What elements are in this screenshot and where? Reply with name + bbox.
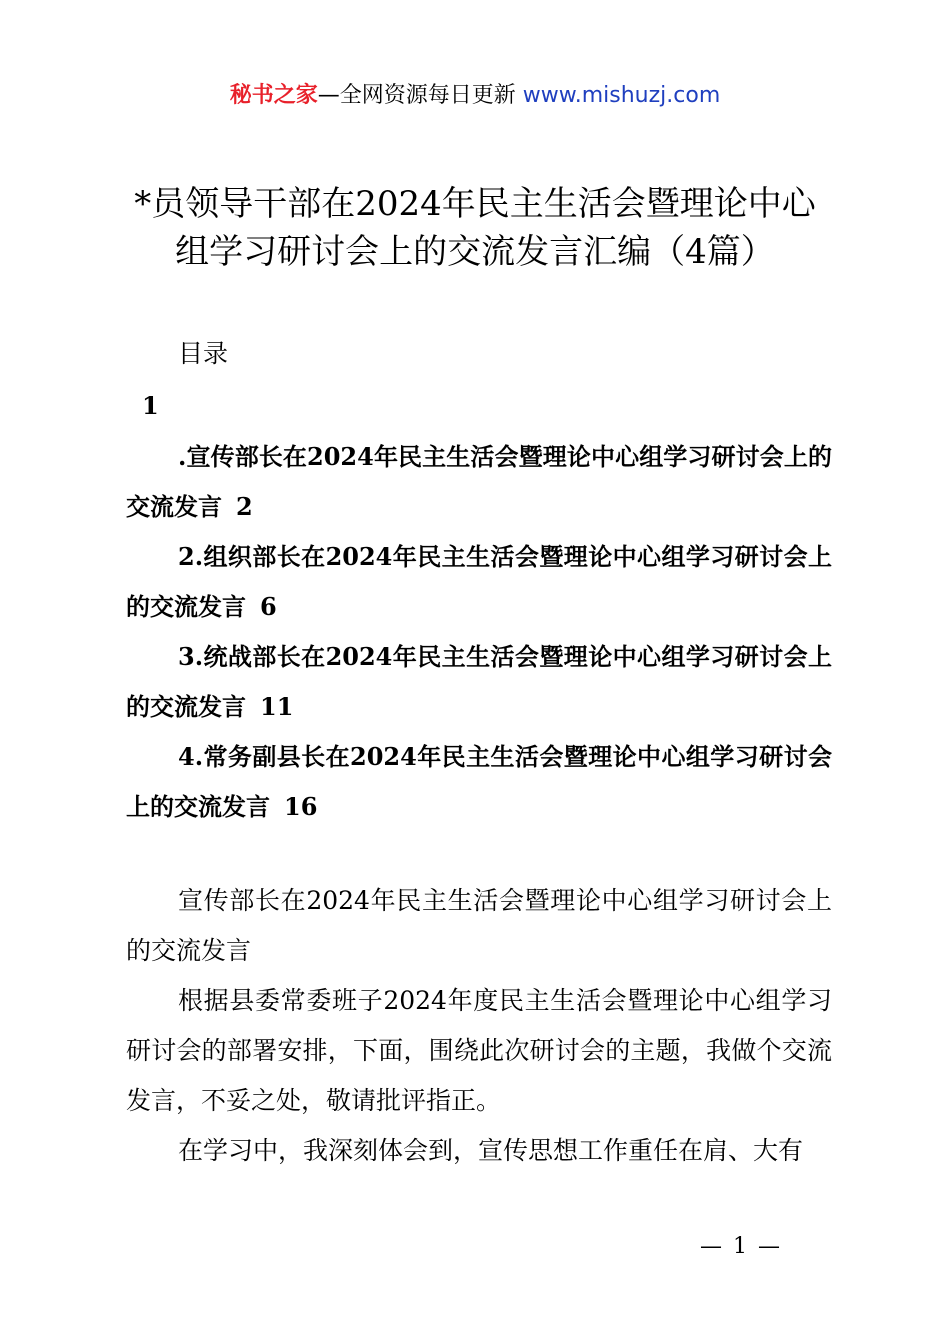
toc-item-page: 16 — [284, 792, 318, 821]
toc-label: 目录 — [178, 339, 229, 368]
brand-name: 秘书之家 — [229, 83, 318, 108]
header-tagline: —全网资源每日更新 — [317, 83, 523, 108]
site-header — [0, 80, 950, 112]
toc-item[interactable] — [126, 732, 832, 832]
toc-item-text: .宣传部长在2024年民主生活会暨理论中心组学习研讨会上的交流发言 — [126, 442, 832, 521]
table-of-contents — [126, 432, 832, 832]
toc-item[interactable] — [126, 532, 832, 632]
toc-item-page: 6 — [260, 592, 277, 621]
toc-item[interactable] — [126, 432, 832, 532]
toc-item-page: 2 — [236, 492, 253, 521]
toc-item-text: 4.常务副县长在2024年民主生活会暨理论中心组学习研讨会上的交流发言 — [126, 742, 832, 821]
toc-item-text: 2.组织部长在2024年民主生活会暨理论中心组学习研讨会上的交流发言 — [126, 542, 832, 621]
page-number: — 1 — — [700, 1234, 782, 1259]
toc-item-page: 11 — [260, 692, 294, 721]
body-paragraph: 在学习中，我深刻体会到，宣传思想工作重任在肩、大有 — [178, 1136, 804, 1165]
body-paragraph: 根据县委常委班子2024年度民主生活会暨理论中心组学习研讨会的部署安排，下面，围绕此次研讨会的主题，我做个交流发言，不妥之处，敬请批评指正。 — [126, 986, 832, 1115]
document-body — [126, 876, 832, 1176]
document-title: *员领导干部在2024年民主生活会暨理论中心组学习研讨会上的交流发言汇编（4篇） — [134, 184, 816, 272]
toc-item[interactable] — [126, 632, 832, 732]
toc-first-number: 1 — [142, 391, 159, 420]
toc-item-text: 3.统战部长在2024年民主生活会暨理论中心组学习研讨会上的交流发言 — [126, 642, 832, 721]
site-url-link[interactable]: www.mishuzj.com — [522, 83, 721, 108]
section-heading: 宣传部长在2024年民主生活会暨理论中心组学习研讨会上的交流发言 — [126, 886, 832, 965]
